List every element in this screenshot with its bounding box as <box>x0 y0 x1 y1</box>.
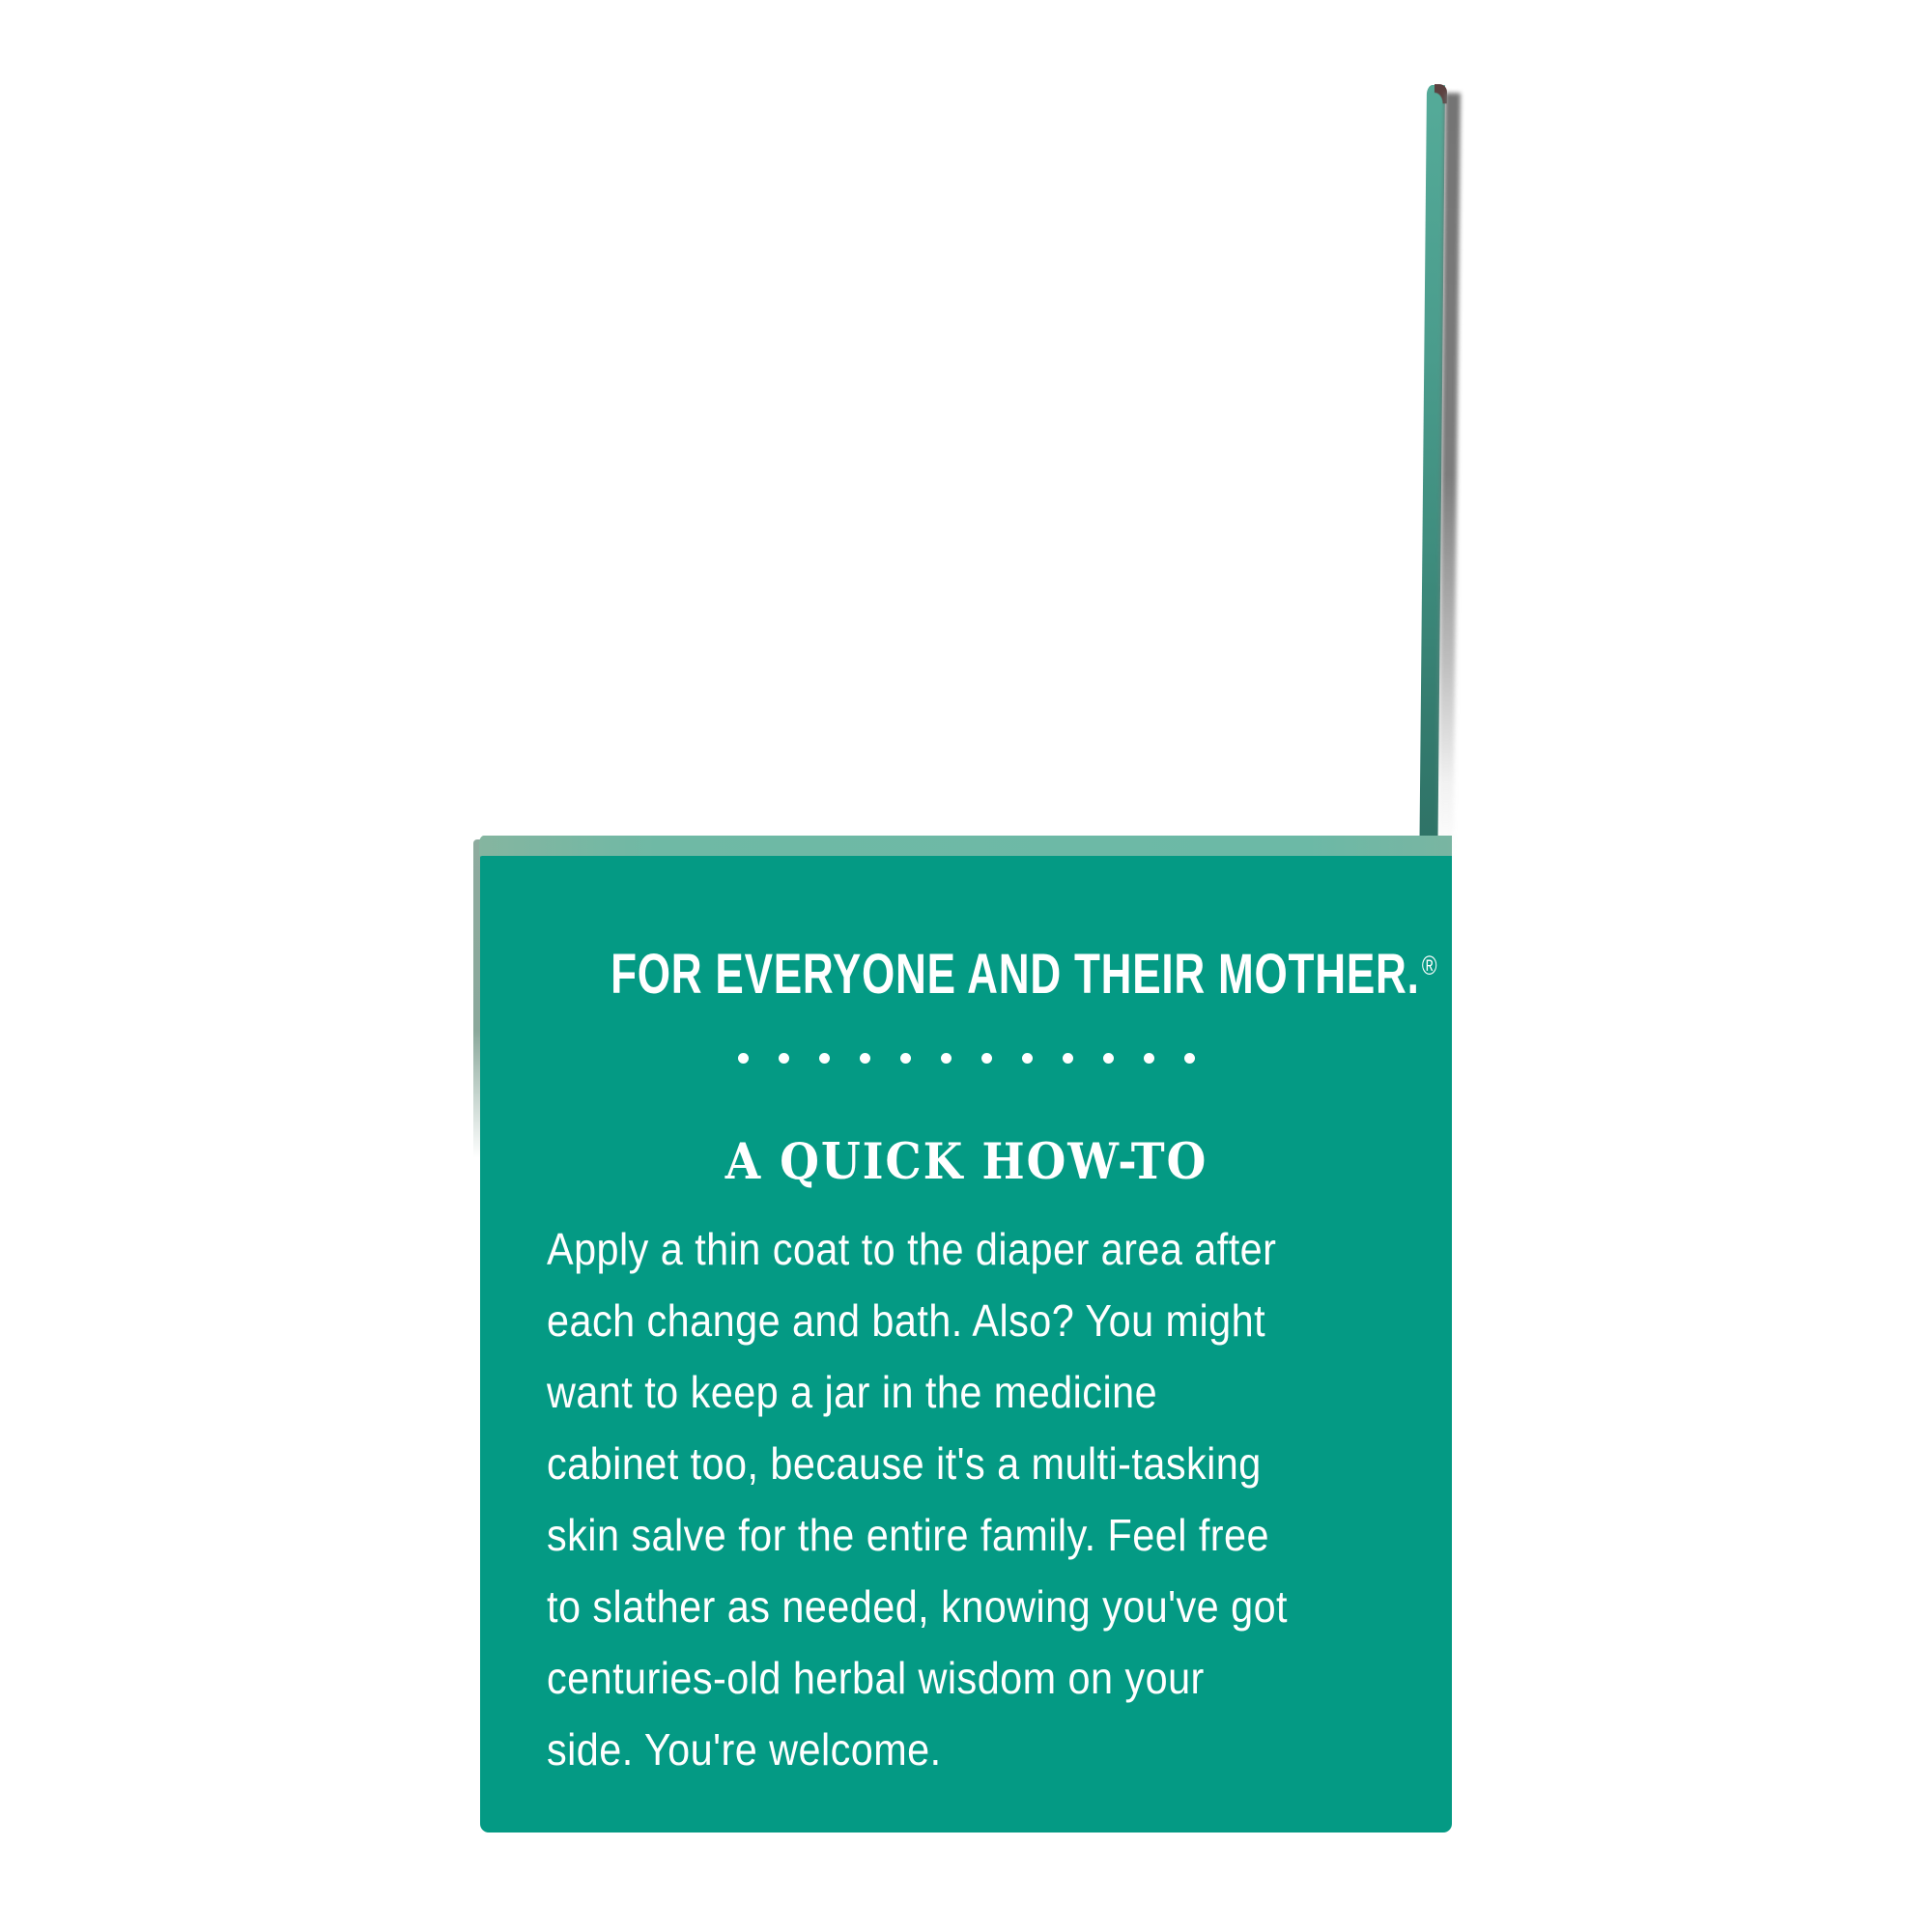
instructions-line <box>547 1714 1416 1785</box>
dot <box>1184 1053 1195 1064</box>
dot <box>1144 1053 1154 1064</box>
dot <box>779 1053 789 1064</box>
instructions-line-text: centuries-old herbal wisdom on your <box>547 1653 1205 1703</box>
dot <box>1022 1053 1033 1064</box>
box-flap <box>1419 85 1445 858</box>
section-title-text: A QUICK HOW-TO <box>724 1133 1208 1191</box>
registered-trademark-mark: ® <box>1421 951 1437 980</box>
instructions-line-text: side. You're welcome. <box>547 1724 942 1775</box>
dot <box>900 1053 911 1064</box>
instructions-line-text: Apply a thin coat to the diaper area after <box>547 1224 1277 1274</box>
instructions-line <box>547 1571 1416 1642</box>
tagline-inner <box>611 943 1437 1012</box>
instructions-line-text: to slather as needed, knowing you've got <box>547 1581 1289 1632</box>
dot <box>1063 1053 1073 1064</box>
instructions-line <box>547 1285 1416 1356</box>
instructions-line <box>547 1499 1416 1571</box>
instructions-line-text: cabinet too, because it's a multi-tasking <box>547 1438 1262 1489</box>
instructions-line <box>547 1642 1416 1714</box>
box-back-panel <box>480 856 1452 1833</box>
instructions-text <box>547 1213 1416 1785</box>
instructions-line-text: skin salve for the entire family. Feel free <box>547 1510 1269 1560</box>
tagline-text: FOR EVERYONE AND THEIR MOTHER. <box>611 943 1420 1006</box>
box-top-edge <box>479 836 1452 856</box>
dot <box>738 1053 749 1064</box>
product-box <box>473 836 1452 1833</box>
tagline <box>480 943 1452 1012</box>
instructions-line-text: want to keep a jar in the medicine <box>547 1367 1158 1417</box>
dots-divider <box>480 1053 1452 1064</box>
dot <box>819 1053 830 1064</box>
flap-shadow <box>1437 93 1461 858</box>
dot <box>1103 1053 1114 1064</box>
instructions-line <box>547 1356 1416 1428</box>
dot <box>981 1053 992 1064</box>
instructions-line <box>547 1213 1416 1285</box>
dot <box>941 1053 952 1064</box>
instructions-line <box>547 1428 1416 1499</box>
dot <box>860 1053 870 1064</box>
instructions-line-text: each change and bath. Also? You might <box>547 1295 1266 1346</box>
section-title <box>480 1133 1452 1191</box>
